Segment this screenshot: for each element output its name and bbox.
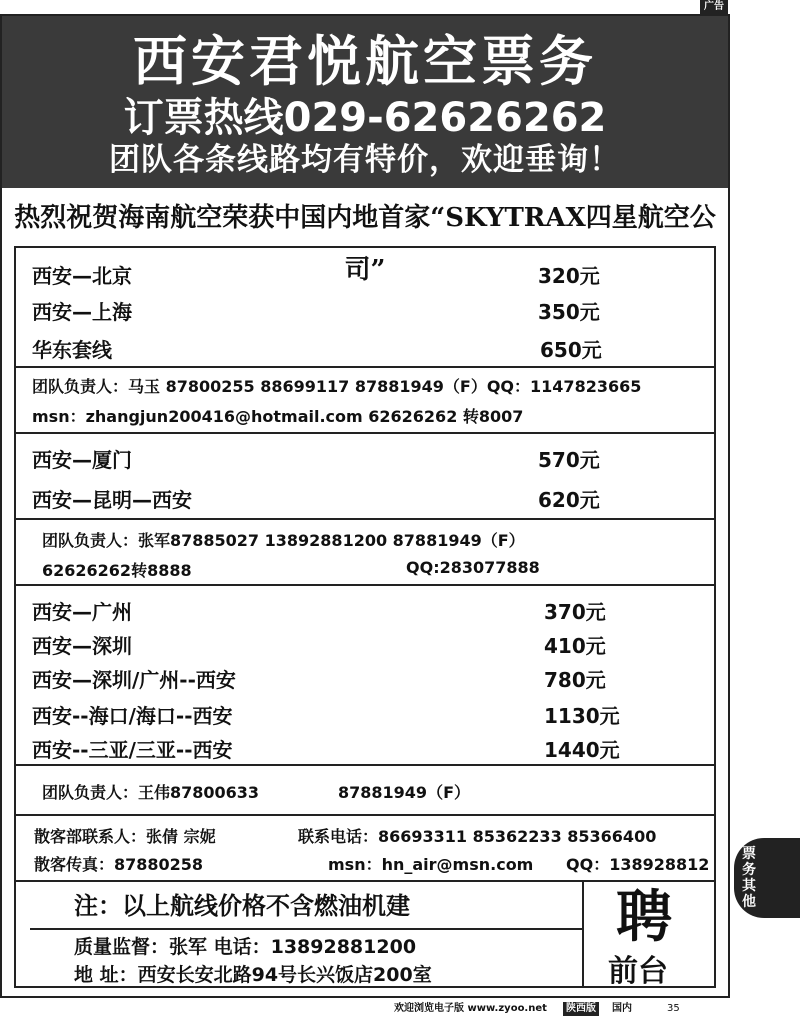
hiring-title: 聘 [616, 885, 672, 950]
route-name: 西安--海口/海口--西安 [32, 704, 233, 728]
route-name: 西安—深圳/广州--西安 [32, 668, 236, 692]
route-block-2 [14, 432, 716, 518]
route-price: 410元 [544, 634, 606, 658]
edition-badge: 陕西版 [563, 1002, 599, 1016]
route-price: 620元 [538, 488, 600, 512]
route-block-1 [14, 246, 716, 366]
retail-msn: msn：hn_air@msn.com [328, 855, 534, 874]
contact-line: 团队负责人：马玉 87800255 88699117 87881949（F）QQ：1147823665 [32, 377, 642, 396]
side-tab-label: 其他 [742, 878, 756, 910]
page-number: 35 [667, 1003, 680, 1014]
page-footer [0, 1000, 800, 1018]
congrats-line: 热烈祝贺海南航空荣获中国内地首家“SKYTRAX四星航空公司” [14, 203, 716, 285]
footer-section: 国内 [612, 1003, 632, 1014]
retail-block [14, 814, 716, 880]
route-price: 570元 [538, 448, 600, 472]
bottom-block [14, 880, 716, 988]
route-name: 西安—深圳 [32, 634, 132, 658]
route-price: 650元 [540, 338, 602, 362]
slogan: 团队各条线路均有特价，欢迎垂询！ [109, 142, 621, 178]
address: 地 址：西安长安北路94号长兴饭店200室 [74, 964, 432, 986]
contact-block-3 [14, 764, 716, 814]
divider [30, 928, 582, 930]
route-block-3 [14, 584, 716, 764]
retail-fax: 散客传真：87880258 [34, 855, 204, 874]
supervisor: 质量监督：张军 电话：13892881200 [74, 936, 417, 958]
side-tab-label: 票务 [742, 846, 756, 878]
footer-site: 欢迎浏览电子版 www.zyoo.net [394, 1003, 547, 1014]
route-name: 西安—广州 [32, 600, 132, 624]
ad-tag: 广告 [700, 0, 728, 14]
route-price: 320元 [538, 264, 600, 288]
contact-line: msn：zhangjun200416@hotmail.com 62626262 转8007 [32, 407, 524, 426]
contact-line: 62626262转8888 [42, 561, 192, 580]
contact-block-1 [14, 366, 716, 432]
route-price: 370元 [544, 600, 606, 624]
contact-line: 团队负责人：王伟87800633 [42, 783, 260, 802]
route-name: 西安—昆明—西安 [32, 488, 192, 512]
section-side-tab [734, 838, 800, 918]
hiring-position: 前台 [608, 954, 668, 989]
company-title: 西安君悦航空票务 [133, 30, 597, 93]
hotline: 订票热线029-62626262 [123, 95, 607, 141]
contact-line: 团队负责人：张军87885027 13892881200 87881949（F） [42, 531, 525, 550]
retail-phone: 联系电话：86693311 85362233 85366400 [298, 827, 657, 846]
retail-contact: 散客部联系人：张倩 宗妮 [34, 827, 216, 846]
ad-header [2, 16, 728, 188]
retail-qq: QQ：138928812 [566, 855, 710, 874]
contact-block-2 [14, 518, 716, 584]
route-name: 西安—厦门 [32, 448, 132, 472]
fax: 87881949（F） [338, 783, 470, 802]
route-price: 780元 [544, 668, 606, 692]
route-price: 350元 [538, 300, 600, 324]
price-note: 注：以上航线价格不含燃油机建 [74, 891, 410, 920]
route-name: 西安—上海 [32, 300, 132, 324]
divider [582, 882, 584, 986]
route-price: 1130元 [544, 704, 620, 728]
route-name: 华东套线 [32, 338, 112, 362]
qq: QQ:283077888 [406, 558, 540, 577]
route-name: 西安—北京 [32, 264, 132, 288]
route-price: 1440元 [544, 738, 620, 762]
route-name: 西安--三亚/三亚--西安 [32, 738, 233, 762]
